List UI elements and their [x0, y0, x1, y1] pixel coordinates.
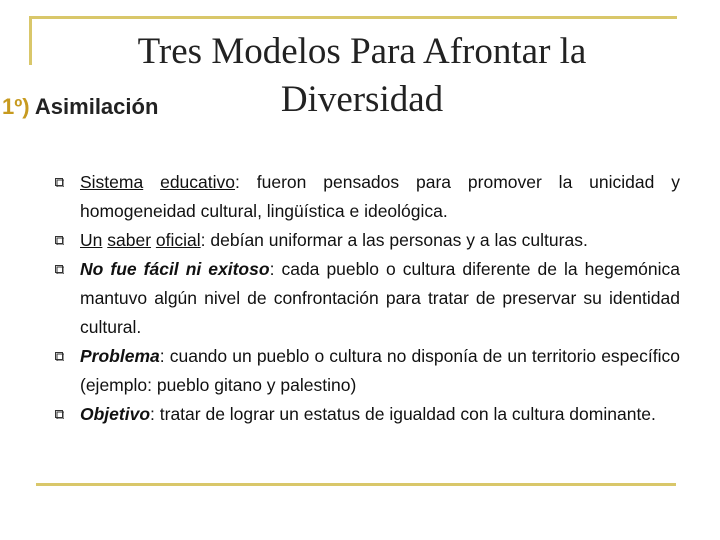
checkbox-bullet-icon	[55, 410, 64, 419]
bullet-text: fueron pensados para promover la unicidad y homogeneidad cultural, lingüística e ideológica.	[80, 172, 680, 221]
bullet-lead-separator: :	[269, 259, 275, 279]
bullet-list	[80, 168, 680, 429]
bullet-lead: oficial	[155, 230, 201, 250]
bullet-lead-separator: :	[235, 172, 240, 192]
bullet-text: tratar de lograr un estatus de igualdad con la cultura dominante.	[154, 404, 656, 424]
bullet-lead: No fue fácil ni exitoso	[80, 259, 270, 279]
frame-bottom-line	[36, 483, 676, 486]
checkbox-bullet-icon	[55, 352, 64, 361]
checkbox-bullet-icon	[55, 236, 64, 245]
section-heading	[2, 92, 158, 122]
bullet-lead: Problema	[80, 346, 160, 366]
checkbox-bullet-icon	[55, 178, 64, 187]
bullet-item	[80, 168, 680, 226]
bullet-lead: saber	[107, 230, 152, 250]
bullet-item	[80, 342, 680, 400]
checkbox-bullet-icon	[55, 265, 64, 274]
bullet-lead: Sistema	[80, 172, 144, 192]
bullet-lead-separator: :	[200, 230, 206, 250]
bullet-lead: Objetivo	[80, 404, 151, 424]
bullet-item	[80, 255, 680, 342]
bullet-lead-separator: :	[150, 404, 155, 424]
bullet-lead-separator: :	[159, 346, 165, 366]
bullet-text: cada pueblo o cultura diferente de la hegemónica mantuvo algún nivel de confrontación para tratar de preservar su identidad cultural.	[80, 259, 680, 337]
bullet-lead: Un	[80, 230, 103, 250]
slide-title-line-2: Diversidad	[280, 79, 444, 120]
frame-top-line	[29, 16, 677, 19]
bullet-item	[80, 226, 680, 255]
bullet-item	[80, 400, 680, 429]
frame-left-line	[29, 16, 32, 65]
slide-title-line-1: Tres Modelos Para Afrontar la	[137, 31, 587, 72]
bullet-text: debían uniformar a las personas y a las culturas.	[205, 230, 588, 250]
section-label: Asimilación	[34, 94, 159, 119]
bullet-text: cuando un pueblo o cultura no disponía de un territorio específico (ejemplo: pueblo gitano y palestino)	[80, 346, 680, 395]
bullet-lead: educativo	[160, 172, 236, 192]
slide-title	[80, 28, 644, 124]
section-number: 1º)	[2, 94, 30, 119]
